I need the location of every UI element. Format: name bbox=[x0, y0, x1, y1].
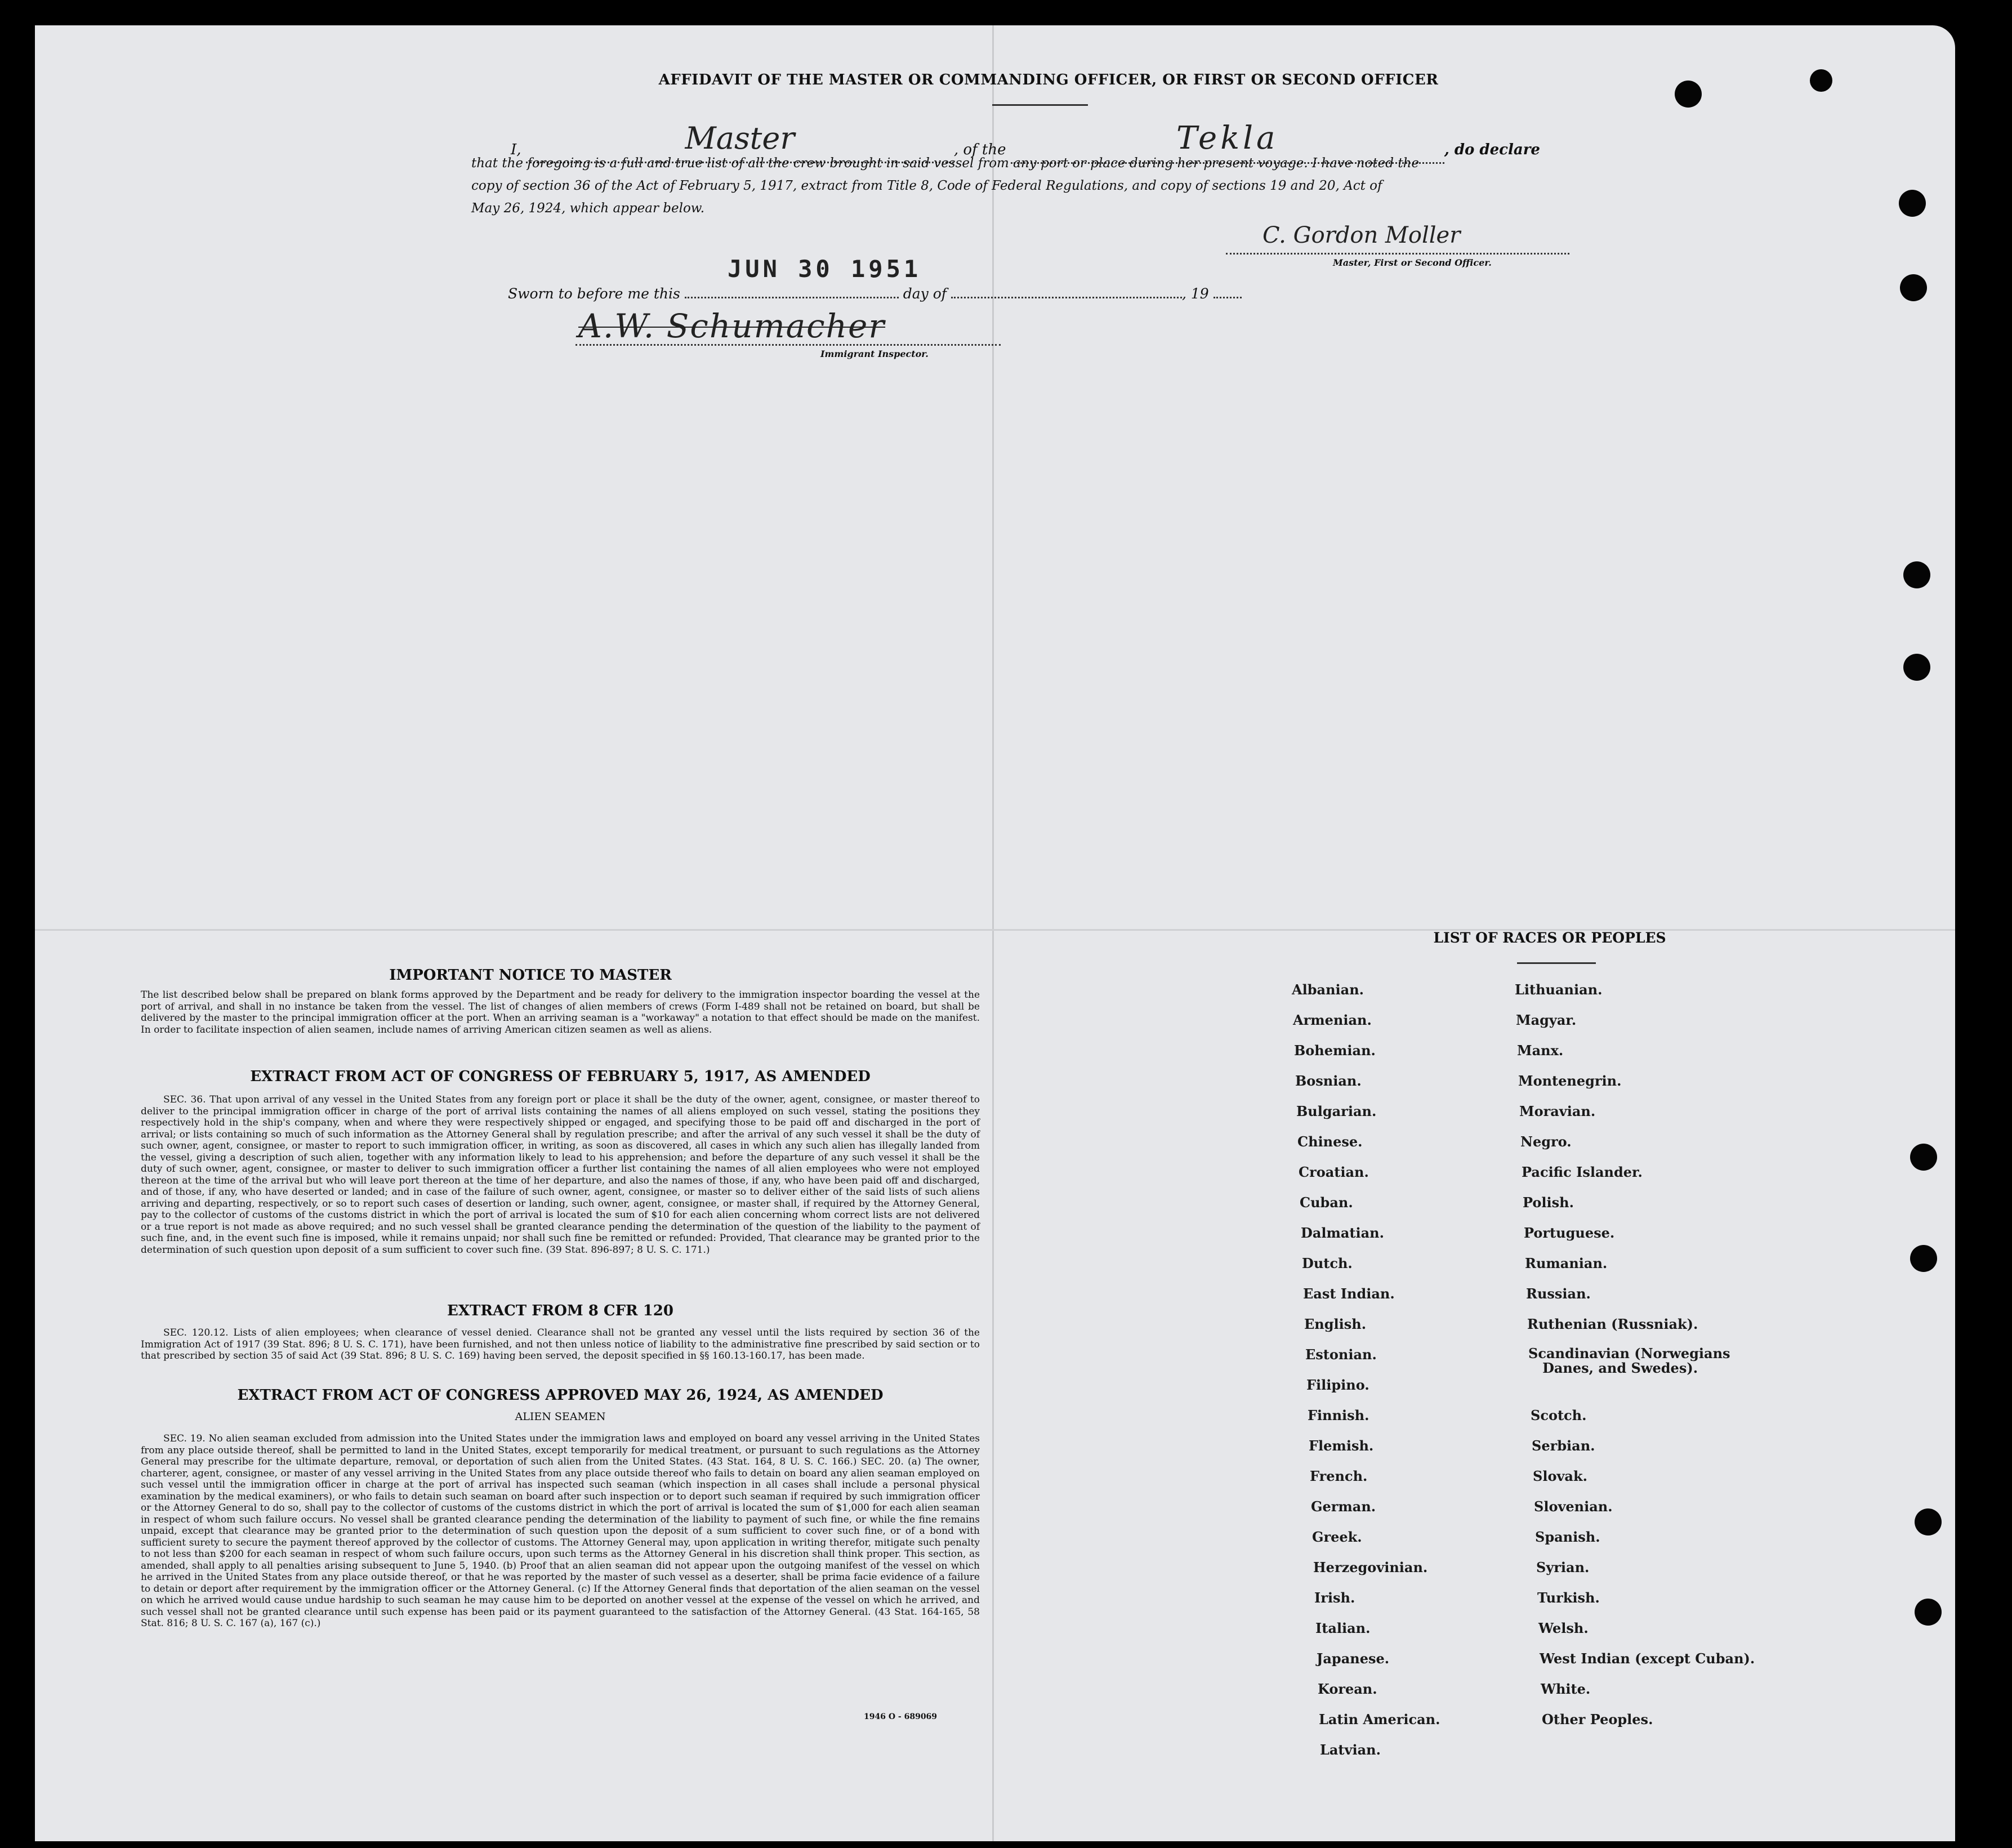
punch-hole bbox=[1910, 1245, 1937, 1272]
officer-caption: Master, First or Second Officer. bbox=[1333, 257, 1492, 268]
race-left: English. bbox=[1304, 1316, 1367, 1332]
race-left: Latin American. bbox=[1319, 1711, 1440, 1728]
race-right: Scotch. bbox=[1531, 1407, 1587, 1423]
race-right: Magyar. bbox=[1516, 1012, 1577, 1028]
i-label: I, bbox=[511, 141, 521, 158]
race-right: Negro. bbox=[1520, 1133, 1572, 1150]
sworn-month-field bbox=[951, 297, 1182, 298]
sworn-day-field bbox=[685, 297, 899, 298]
race-left: Armenian. bbox=[1293, 1012, 1372, 1028]
race-left: Bosnian. bbox=[1295, 1073, 1362, 1089]
race-left: Finnish. bbox=[1308, 1407, 1369, 1423]
notice-text: The list described below shall be prepared on blank forms approved by the Department and be ready for delivery to the immigration inspector boarding the vessel at the port of arrival, and shall in no instance be taken from the vessel. The list of changes of alien members of crews (Form I-489 shall not be retained on board, but shall be delivered by the master to the principal immigration officer at the port. When an arriving seaman is a "workaway" a notation to that effect should be made on the manifest. In order to facilitate inspection of alien seamen, include names of arriving American citizen seamen as well as aliens. bbox=[141, 989, 980, 1035]
race-left: Korean. bbox=[1318, 1681, 1377, 1697]
sworn-line bbox=[508, 285, 1242, 302]
race-right: Rumanian. bbox=[1525, 1255, 1608, 1271]
race-left: French. bbox=[1310, 1468, 1368, 1484]
extract3-text: SEC. 19. No alien seaman excluded from admission into the United States under the immigration laws and employed on board any vessel arriving in the United States from any place outside thereof, shall be permitted to land in the United States, except temporarily for medical treatment, or pursuant to such regulations as the Attorney General may prescribe for the ultimate departure, removal, or deportation of such alien from the United States. (43 Stat. 164, 8 U. S. C. 166.) SEC. 20. (a) The owner, charterer, agent, consignee, or master of any vessel arriving in the United States from any place outside thereof who fails to detain on board any alien seaman employed on such vessel until the immigration officer in charge at the port of arrival has inspected such seaman (which inspection in all cases shall include a personal physical examination by the medical examiners), or who fails to detain such seaman on board after such inspection or to deport such seaman if required by such immigration officer or the Attorney General to do so, shall pay to the collector of customs of the customs district in which the port of arrival is located the sum of $1,000 for each alien seaman in respect of whom such failure occurs. No vessel shall be granted clearance pending the determination of the liability to payment of such fine, or while the fine remains unpaid, except that clearance may be granted prior to the determination of such question upon the deposit of a sum sufficient to cover such fine, or of a bond with sufficient surety to secure the payment thereof approved by the collector of customs. The Attorney General may, upon application in writing therefor, mitigate such penalty to not less than $200 for each seaman in respect of whom such failure occurs, upon such terms as the Attorney General in his discretion shall think proper. This section, as amended, shall apply to all penalties arising subsequent to June 5, 1940. (b) Proof that an alien seaman did not appear upon the outgoing manifest of the vessel on which he arrived in the United States from any place outside thereof, or that he was reported by the master of such vessel as a deserter, shall be prima facie evidence of a failure to detain or deport after requirement by the immigration officer or the Attorney General. (c) If the Attorney General finds that deportation of the alien seaman on the vessel on which he arrived would cause undue hardship to such seaman he may cause him to be deported on another vessel at the expense of the vessel on which he arrived, and such vessel shall not be granted clearance until such expense has been paid or its payment guaranteed to the satisfaction of the Attorney General. (43 Stat. 164-165, 58 Stat. 816; 8 U. S. C. 167 (a), 167 (c).) bbox=[141, 1433, 980, 1629]
punch-hole bbox=[1903, 654, 1930, 681]
extract3-subtitle: ALIEN SEAMEN bbox=[515, 1410, 606, 1423]
race-left: Dalmatian. bbox=[1301, 1225, 1384, 1241]
declaration-line-4: May 26, 1924, which appear below. bbox=[471, 201, 705, 216]
race-left: Chinese. bbox=[1297, 1133, 1363, 1150]
rank-value: Master bbox=[685, 120, 795, 156]
race-right: Spanish. bbox=[1535, 1529, 1600, 1545]
race-left: Japanese. bbox=[1317, 1650, 1390, 1667]
extract2-title: EXTRACT FROM 8 CFR 120 bbox=[447, 1302, 673, 1319]
affidavit-title: AFFIDAVIT OF THE MASTER OR COMMANDING OFFICER, OR FIRST OR SECOND OFFICER bbox=[658, 72, 1439, 88]
race-left: Italian. bbox=[1315, 1620, 1371, 1636]
race-left: Flemish. bbox=[1309, 1438, 1374, 1454]
sworn-year-field bbox=[1214, 297, 1242, 298]
extract3-title: EXTRACT FROM ACT OF CONGRESS APPROVED MAY 26, 1924, AS AMENDED bbox=[237, 1387, 884, 1404]
race-left: Cuban. bbox=[1300, 1194, 1353, 1211]
race-right: Other Peoples. bbox=[1542, 1711, 1653, 1728]
punch-hole bbox=[1900, 274, 1927, 301]
race-right: Pacific Islander. bbox=[1522, 1164, 1643, 1180]
race-right: Montenegrin. bbox=[1518, 1073, 1622, 1089]
race-right: White. bbox=[1541, 1681, 1591, 1697]
inspector-signature: A.W. Schumacher bbox=[578, 307, 886, 345]
race-left: Greek. bbox=[1312, 1529, 1362, 1545]
declaration-line-2: that the foregoing is a full and true list of all the crew brought in said vessel from any port or place during her present voyage. I have noted the bbox=[471, 156, 1419, 171]
race-right: Slovak. bbox=[1533, 1468, 1587, 1484]
punch-hole bbox=[1675, 81, 1702, 108]
document-page bbox=[35, 25, 1955, 1841]
race-right: Scandinavian (Norwegians Danes, and Swedes). bbox=[1528, 1345, 1730, 1376]
race-left: Bulgarian. bbox=[1296, 1103, 1377, 1119]
punch-hole bbox=[1810, 69, 1832, 92]
race-left: Herzegovinian. bbox=[1313, 1559, 1428, 1575]
race-left: Croatian. bbox=[1299, 1164, 1369, 1180]
vessel-value: Tekla bbox=[1176, 120, 1279, 157]
punch-hole bbox=[1899, 190, 1926, 217]
declaration-line-3: copy of section 36 of the Act of February 5, 1917, extract from Title 8, Code of Federal Regulations, and copy of sections 19 and 20, Act of bbox=[471, 178, 1382, 193]
officer-signature-line bbox=[1226, 253, 1569, 255]
sworn-label: Sworn to before me this bbox=[508, 285, 680, 302]
race-right: Slovenian. bbox=[1534, 1498, 1613, 1515]
title-underline bbox=[992, 104, 1088, 106]
race-right: Turkish. bbox=[1537, 1590, 1600, 1606]
extract1-title: EXTRACT FROM ACT OF CONGRESS OF FEBRUARY 5, 1917, AS AMENDED bbox=[250, 1068, 871, 1085]
notice-title: IMPORTANT NOTICE TO MASTER bbox=[389, 967, 672, 984]
punch-hole bbox=[1910, 1144, 1937, 1171]
race-left: Irish. bbox=[1314, 1590, 1355, 1606]
race-left: Estonian. bbox=[1305, 1346, 1377, 1363]
punch-hole bbox=[1903, 561, 1930, 588]
race-left: Filipino. bbox=[1306, 1377, 1369, 1393]
race-left: Latvian. bbox=[1320, 1742, 1381, 1758]
race-right: Polish. bbox=[1523, 1194, 1574, 1211]
declare-label: , do declare bbox=[1444, 141, 1540, 158]
race-right: West Indian (except Cuban). bbox=[1540, 1650, 1755, 1667]
races-title-underline bbox=[1517, 962, 1596, 964]
of-the-label: , of the bbox=[953, 141, 1006, 158]
race-right: Serbian. bbox=[1532, 1438, 1595, 1454]
race-right: Ruthenian (Russniak). bbox=[1527, 1316, 1698, 1332]
race-right: Lithuanian. bbox=[1515, 981, 1603, 998]
extract1-text: SEC. 36. That upon arrival of any vessel in the United States from any foreign port or place it shall be the duty of the owner, agent, consignee, or master thereof to deliver to the principal immigration officer in charge of the port of arrival lists containing the names of all aliens employed on such vessel, stating the positions they respectively hold in the ship's company, when and where they were respectively shipped or engaged, and specifying those to be paid off and discharged in the port of arrival; or lists containing so much of such information as the Attorney General shall by regulation prescribe; and after the arrival of any such vessel it shall be the duty of such owner, agent, consignee, or master to report to such immigration officer, in writing, as soon as discovered, all cases in which any such alien has illegally landed from the vessel, giving a description of such alien, together with any information likely to lead to his apprehension; and before the departure of any such vessel it shall be the duty of such owner, agent, consignee, or master to deliver to such immigration officer a further list containing the names of all alien employees who were not employed thereon at the time of the arrival but who will leave port thereon at the time of her departure, and also the names of those, if any, who have been paid off and discharged, and of those, if any, who have deserted or landed; and in case of the failure of such owner, agent, consignee, or master so to deliver either of the said lists of such aliens arriving and departing, respectively, or so to report such cases of desertion or landing, such owner, agent, consignee, or master shall, if required by the Attorney General, pay to the collector of customs of the customs district in which the port of arrival is located the sum of $10 for each alien concerning whom correct lists are not delivered or a true report is not made as above required; and no such vessel shall be granted clearance pending the determination of the question of the liability to the payment of such fine, and, in the event such fine is imposed, while it remains unpaid; nor shall such fine be remitted or refunded: Provided, That clearance may be granted prior to the determination of such question upon deposit of a sum sufficient to cover such fine. (39 Stat. 896-897; 8 U. S. C. 171.) bbox=[141, 1094, 980, 1256]
punch-hole bbox=[1915, 1508, 1942, 1535]
race-right: Russian. bbox=[1526, 1285, 1591, 1302]
race-left: Dutch. bbox=[1302, 1255, 1353, 1271]
race-left: Bohemian. bbox=[1294, 1042, 1376, 1059]
race-left: German. bbox=[1311, 1498, 1376, 1515]
year-label: , 19 bbox=[1182, 285, 1209, 302]
race-right: Syrian. bbox=[1536, 1559, 1590, 1575]
race-right: Welsh. bbox=[1538, 1620, 1589, 1636]
extract2-text: SEC. 120.12. Lists of alien employees; when clearance of vessel denied. Clearance shall not be granted any vessel until the lists required by section 36 of the Immigration Act of 1917 (39 Stat. 896; 8 U. S. C. 171), have been furnished, and not then unless notice of liability to the administrative fine prescribed by said section or to that prescribed by section 35 of said Act (39 Stat. 896; 8 U. S. C. 169) having been served, the deposit specified in §§ 160.13-160.17, has been made. bbox=[141, 1327, 980, 1362]
officer-signature: C. Gordon Moller bbox=[1262, 222, 1461, 248]
race-left: East Indian. bbox=[1303, 1285, 1395, 1302]
inspector-signature-line bbox=[576, 344, 1001, 346]
race-right: Manx. bbox=[1517, 1042, 1564, 1059]
race-right: Portuguese. bbox=[1524, 1225, 1615, 1241]
race-left: Albanian. bbox=[1292, 981, 1364, 998]
race-right: Moravian. bbox=[1519, 1103, 1596, 1119]
inspector-caption: Immigrant Inspector. bbox=[820, 349, 929, 359]
date-stamp: JUN 30 1951 bbox=[728, 255, 922, 283]
races-title: LIST OF RACES OR PEOPLES bbox=[1433, 930, 1666, 946]
day-of-label: day of bbox=[903, 285, 947, 302]
punch-hole bbox=[1915, 1599, 1942, 1626]
print-code: 1946 O - 689069 bbox=[864, 1712, 938, 1721]
